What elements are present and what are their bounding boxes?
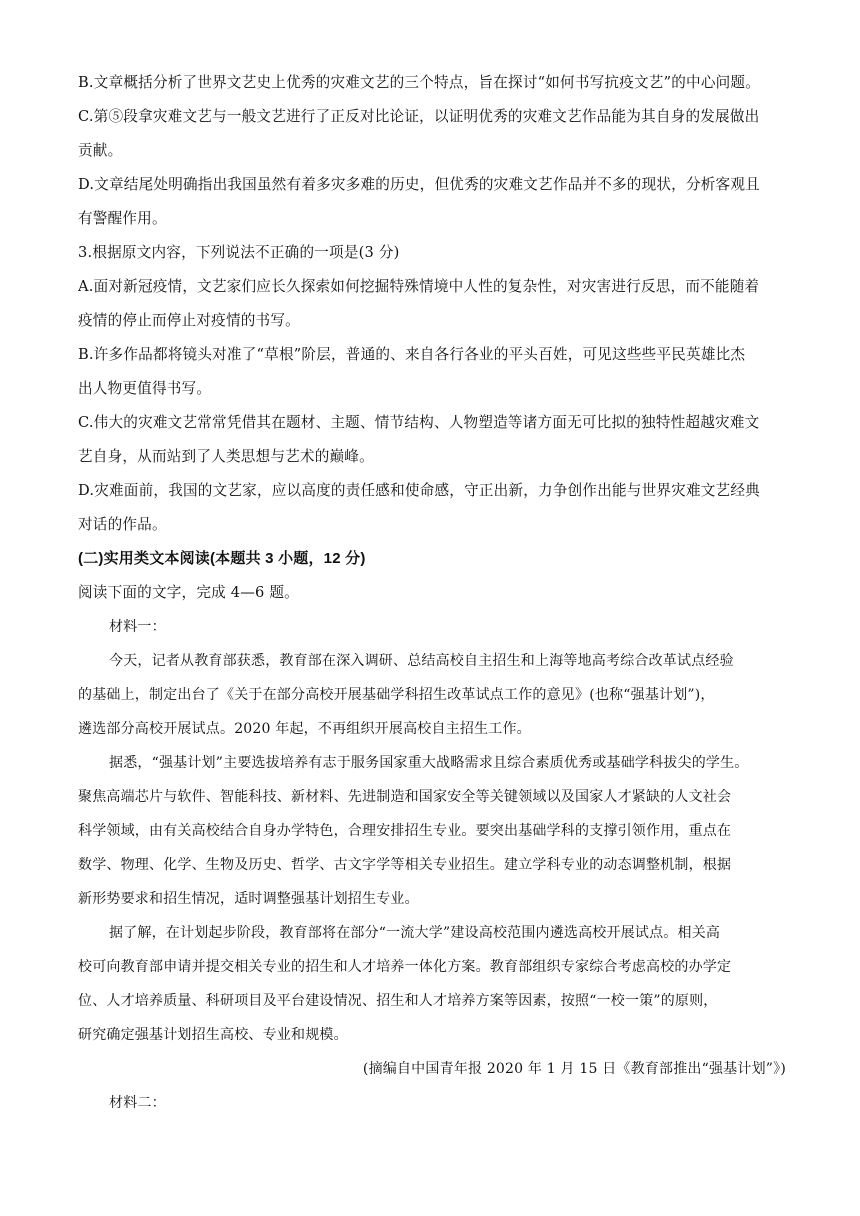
material-1-paragraph-1: 今天，记者从教育部获悉，教育部在深入调研、总结高校自主招生和上海等地高考综合改革试点经验 [109, 653, 734, 669]
option-d-text-cont: 有警醒作用。 [78, 210, 167, 227]
option-d-text: D.文章结尾处明确指出我国虽然有着多灾多难的历史，但优秀的灾难文艺作品并不多的现状，分析客观且 [78, 176, 760, 193]
material-1-paragraph-2: 据悉，“强基计划”主要选拔培养有志于服务国家重大战略需求且综合素质优秀或基础学科拔尖的学生。 [109, 755, 749, 771]
q3-option-b: B.许多作品都将镜头对准了“草根”阶层，普通的、来自各行各业的平头百姓，可见这些些平民英雄比杰 [78, 346, 746, 363]
q3-option-a: A.面对新冠疫情，文艺家们应长久探索如何挖掘特殊情境中人性的复杂性，对灾害进行反思，而不能随着 [78, 278, 760, 295]
material-1-paragraph-3-end: 研究确定强基计划招生高校、专业和规模。 [78, 1027, 348, 1043]
material-1-paragraph-2-cont: 科学领域，由有关高校结合自身办学特色，合理安排招生专业。要突出基础学科的支撑引领作用，重点在 [78, 823, 732, 839]
q3-option-c: C.伟大的灾难文艺常常凭借其在题材、主题、情节结构、人物塑造等诸方面无可比拟的独特性超越灾难文 [78, 414, 760, 431]
q3-option-d-cont: 对话的作品。 [78, 516, 167, 533]
material-1-paragraph-1-end: 遴选部分高校开展试点。2020 年起，不再组织开展高校自主招生工作。 [78, 721, 531, 737]
material-1-paragraph-3: 据了解，在计划起步阶段，教育部将在部分“一流大学”建设高校范围内遴选高校开展试点。相关高 [109, 925, 721, 941]
reading-instruction: 阅读下面的文字，完成 4—6 题。 [78, 584, 299, 601]
material-2-label: 材料二： [109, 1095, 166, 1111]
option-c-text-cont: 贡献。 [78, 142, 123, 159]
material-1-paragraph-3-cont: 校可向教育部申请并提交相关专业的招生和人才培养一体化方案。教育部组织专家综合考虑高校的办学定 [78, 959, 732, 975]
option-b-text: B.文章概括分析了世界文艺史上优秀的灾难文艺的三个特点，旨在探讨“如何书写抗疫文艺”的中心问题。 [78, 74, 761, 91]
section-heading: (二)实用类文本阅读(本题共 3 小题，12 分) [78, 550, 366, 567]
q3-option-b-cont: 出人物更值得书写。 [78, 380, 212, 397]
q3-option-a-cont: 疫情的停止而停止对疫情的书写。 [78, 312, 300, 329]
material-1-source: (摘编自中国青年报 2020 年 1 月 15 日《教育部推出“强基计划”》) [362, 1061, 786, 1077]
question-3: 3.根据原文内容，下列说法不正确的一项是(3 分) [78, 244, 400, 261]
q3-option-d: D.灾难面前，我国的文艺家，应以高度的责任感和使命感，守正出新，力争创作出能与世界灾难文艺经典 [78, 482, 760, 499]
material-1-paragraph-2-cont: 数学、物理、化学、生物及历史、哲学、古文字学等相关专业招生。建立学科专业的动态调整机制，根据 [78, 857, 732, 873]
material-1-paragraph-1-cont: 的基础上，制定出台了《关于在部分高校开展基础学科招生改革试点工作的意见》(也称“强基计划”)， [78, 687, 715, 703]
q3-option-c-cont: 艺自身，从而站到了人类思想与艺术的巅峰。 [78, 448, 374, 465]
material-1-paragraph-3-cont: 位、人才培养质量、科研项目及平台建设情况、招生和人才培养方案等因素，按照“一校一策”的原则， [78, 993, 718, 1009]
material-1-paragraph-2-cont: 聚焦高端芯片与软件、智能科技、新材料、先进制造和国家安全等关键领域以及国家人才紧缺的人文社会 [78, 789, 732, 805]
material-1-paragraph-2-end: 新形势要求和招生情况，适时调整强基计划招生专业。 [78, 891, 419, 907]
option-c-text: C.第⑤段拿灾难文艺与一般文艺进行了正反对比论证，以证明优秀的灾难文艺作品能为其自身的发展做出 [78, 108, 760, 125]
document-page [78, 66, 786, 1120]
material-1-label: 材料一： [109, 619, 166, 635]
